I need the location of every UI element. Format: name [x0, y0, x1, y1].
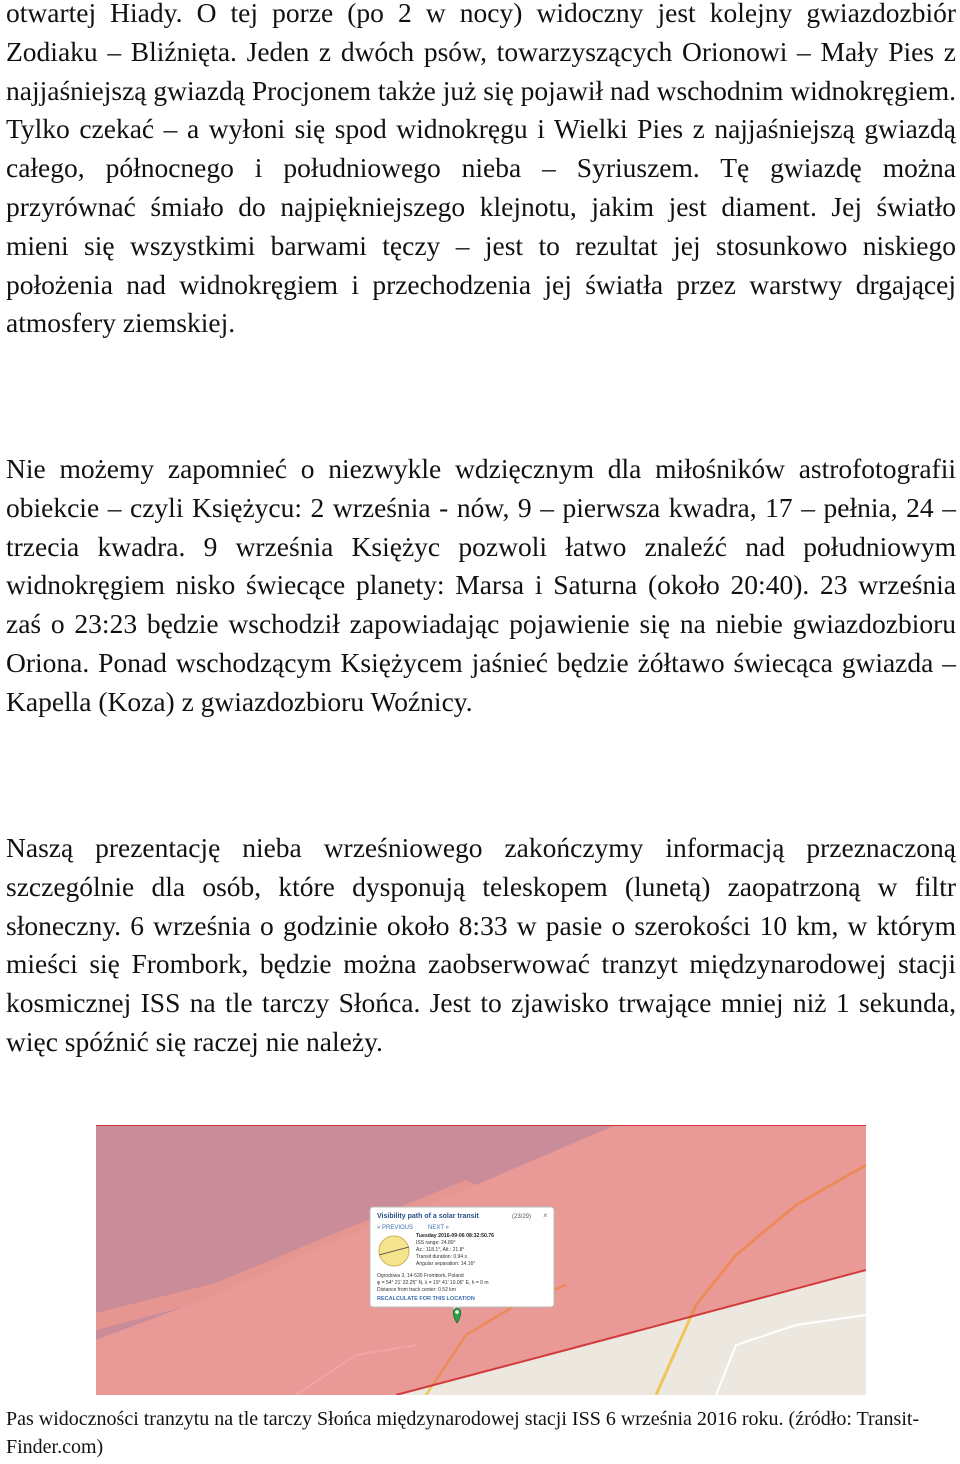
paragraph-iss-transit: Naszą prezentację nieba wrześniowego zakończymy informacją przeznaczoną szczególnie dla osób, które dysponują teleskopem (lunetą) zaopatrzoną w filtr słoneczny. 6 września o godzinie około 8:33 w pasie o szerokości 10 km, w którym mieści się Frombork, będzie można zaobserwować tranzyt międzynarodowej stacji kosmicznej ISS na tle tarczy Słońca. Jest to zjawisko trwające mniej niż 1 sekunda, więc spóźnić się raczej nie należy.	[6, 832, 956, 1057]
prev-link[interactable]: « PREVIOUS	[377, 1225, 414, 1231]
popup-duration: Transit duration: 0.94 s	[416, 1254, 467, 1260]
popup-title: Visibility path of a solar transit	[377, 1213, 479, 1220]
recalculate-button[interactable]: RECALCULATE FOR THIS LOCATION	[377, 1296, 475, 1302]
popup-coords: φ = 54° 21' 32.25" N, λ = 19° 41' 10.06" E, h = 0 m	[377, 1280, 489, 1286]
transit-map-figure	[96, 1125, 866, 1395]
transit-map	[96, 1125, 866, 1395]
next-link[interactable]: NEXT »	[428, 1225, 449, 1231]
transit-info-popup	[370, 1207, 554, 1313]
popup-counter: (23/29)	[512, 1214, 532, 1220]
close-icon[interactable]: ×	[543, 1211, 548, 1220]
paragraph-sirius: otwartej Hiady. O tej porze (po 2 w nocy) widoczny jest kolejny gwiazdozbiór Zodiaku – Bliźnięta. Jeden z dwóch psów, towarzyszących Orionowi – Mały Pies z najjaśniejszą gwiazdą Procjonem także już się pojawił nad wschodnim widnokręgiem. Tylko czekać – a wyłoni się spod widnokręgu i Wielki Pies z najjaśniejszą gwiazdą całego, północnego i południowego nieba – Syriuszem. Tę gwiazdę można przyrównać śmiało do najpiękniejszego klejnotu, jakim jest diament. Jej światło mieni się wszystkimi barwami tęczy – jest to rezultat jej stosunkowo niskiego położenia nad widnokręgiem i przechodzenia jej światła przez warstwy drgającej atmosfery ziemskiej.	[6, 0, 956, 339]
popup-distance: Distance from track center: 0.52 km	[377, 1287, 456, 1293]
figure-caption: Pas widoczności tranzytu na tle tarczy Słońca międzynarodowej stacji ISS 6 września 2016 roku. (źródło: Transit-Finder.com)	[6, 1408, 920, 1458]
popup-address: Ogrodowa 3, 14-530 Frombork, Poland	[377, 1273, 464, 1279]
popup-azimuth: Az.: 118.1°, Alt.: 21.8°	[416, 1247, 465, 1253]
popup-range: ISS range: 24.80°	[416, 1240, 456, 1246]
popup-separation: Angular separation: 14.16°	[416, 1261, 476, 1267]
popup-datetime: Tuesday 2016-09-06 08:32:50.76	[416, 1233, 495, 1239]
paragraph-moon: Nie możemy zapomnieć o niezwykle wdzięcznym dla miłośników astrofotografii obiekcie – czyli Księżycu: 2 września - nów, 9 – pierwsza kwadra, 17 – pełnia, 24 – trzecia kwadra. 9 września Księżyc pozwoli łatwo znaleźć nad południowym widnokręgiem nisko świecące planety: Marsa i Saturna (około 20:40). 23 września zaś o 23:23 będzie wschodził zapowiadając pojawienie się na niebie gwiazdozbioru Oriona. Ponad wschodzącym Księżycem jaśnieć będzie żółtawo świecąca gwiazda – Kapella (Koza) z gwiazdozbioru Woźnicy.	[6, 453, 956, 717]
